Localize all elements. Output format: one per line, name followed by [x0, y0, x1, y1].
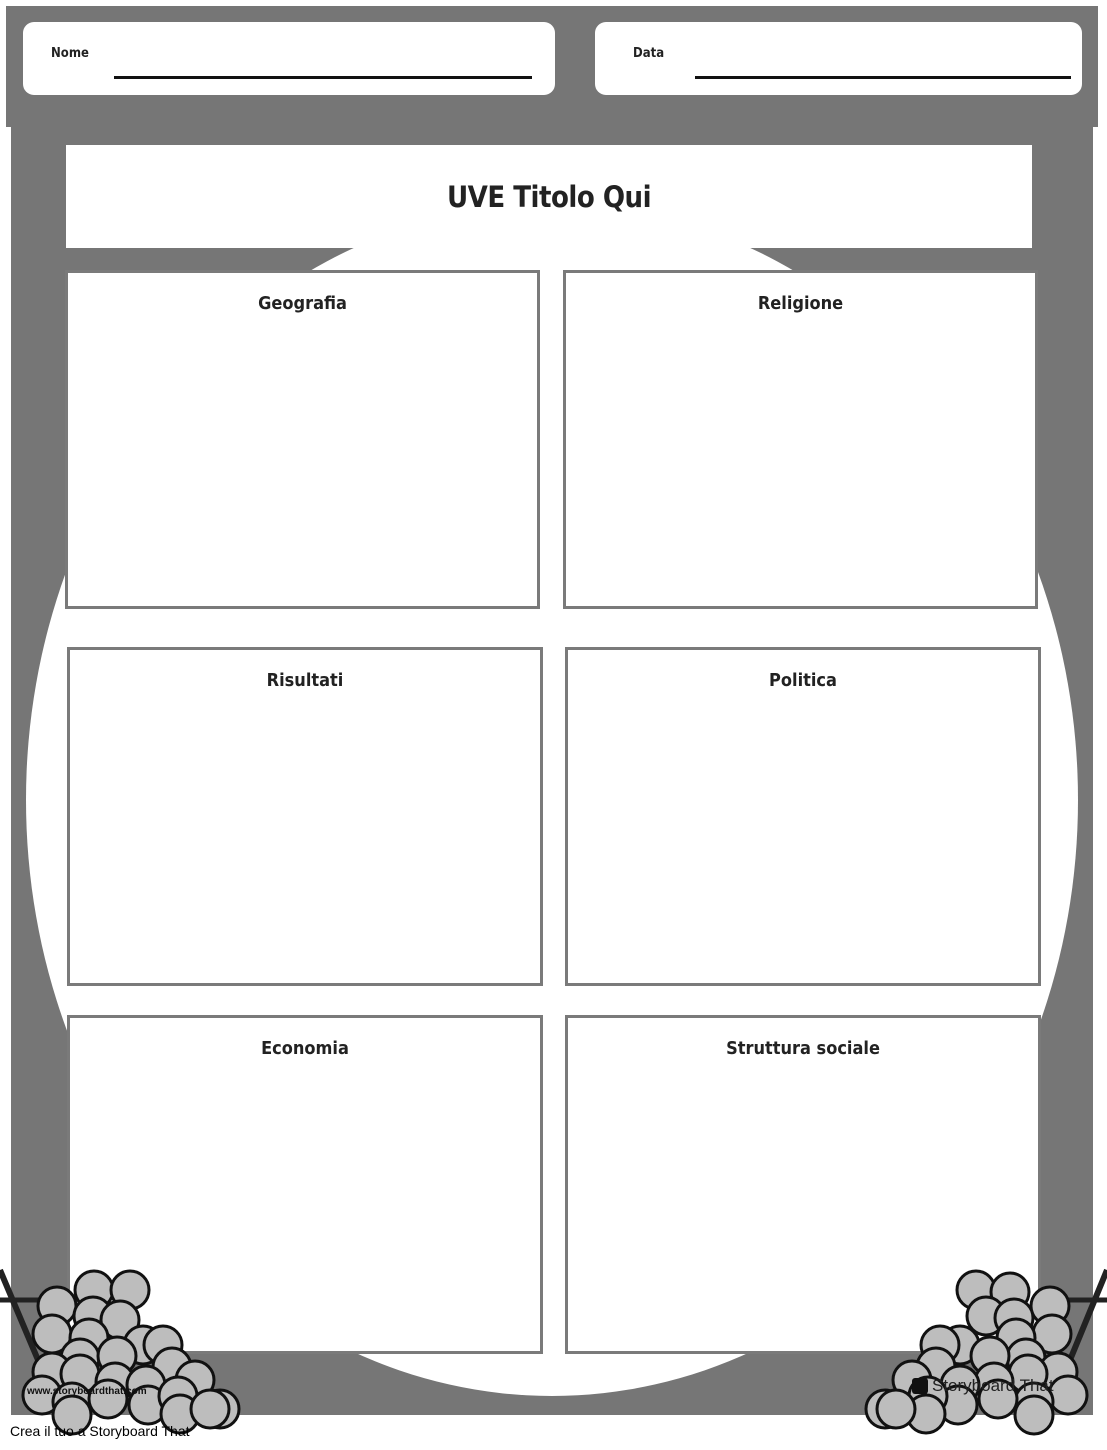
brand-logo[interactable]	[912, 1376, 1054, 1396]
brand-name: Storyboard That	[932, 1376, 1054, 1395]
storyboardthat-logo-icon	[912, 1378, 928, 1394]
date-label: Data	[633, 46, 665, 61]
footer-url[interactable]: www.storyboardthat.com	[27, 1386, 147, 1397]
panel-title: Economia	[261, 1038, 349, 1059]
name-label: Nome	[51, 46, 89, 61]
page-title: UVE Titolo Qui	[446, 179, 652, 214]
panel-title: Geografia	[258, 293, 347, 314]
panel-title: Risultati	[266, 670, 344, 691]
footer-cta[interactable]: Crea il tuo a Storyboard That	[10, 1423, 190, 1439]
panel-title: Politica	[769, 670, 837, 691]
panel-title: Struttura sociale	[726, 1038, 880, 1059]
panel-title: Religione	[757, 293, 844, 314]
